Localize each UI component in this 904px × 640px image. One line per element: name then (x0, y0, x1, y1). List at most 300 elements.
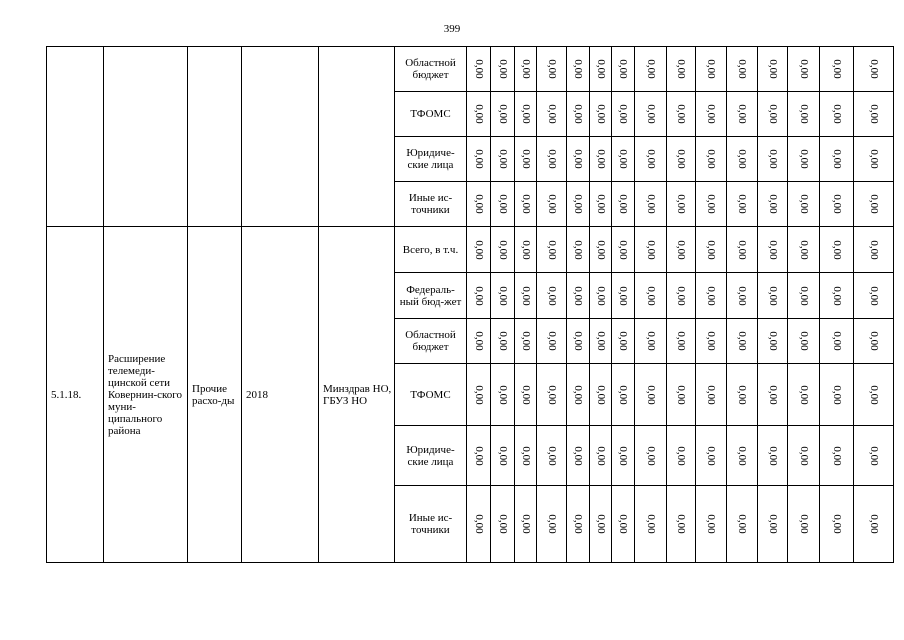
value-cell (567, 137, 590, 182)
value-text: 0,00 (867, 149, 880, 169)
value-text: 0,00 (472, 331, 485, 351)
value-text: 0,00 (496, 194, 509, 214)
funding-source-cell: Иные ис-точники (395, 182, 467, 227)
value-cell (537, 486, 567, 563)
value-text: 0,00 (675, 59, 687, 79)
value-cell (590, 319, 612, 364)
value-cell (590, 137, 612, 182)
value-text: 0,00 (594, 445, 607, 466)
value-text: 0,00 (572, 104, 584, 124)
value-text: 0,00 (766, 384, 779, 405)
value-text: 0,00 (867, 194, 880, 214)
value-cell (567, 182, 590, 227)
value-text: 0,00 (867, 285, 880, 306)
value-text: 0,00 (766, 514, 779, 534)
value-cell (854, 227, 894, 273)
value-cell (667, 92, 696, 137)
value-cell (667, 227, 696, 273)
value-text: 0,00 (705, 104, 717, 124)
value-text: 0,00 (736, 331, 748, 351)
value-cell (515, 319, 537, 364)
value-cell (635, 273, 667, 319)
value-text: 0,00 (705, 149, 717, 169)
value-cell (515, 273, 537, 319)
funding-source-cell: Областной бюджет (395, 47, 467, 92)
value-text: 0,00 (675, 514, 687, 534)
value-text: 0,00 (766, 285, 779, 306)
value-text: 0,00 (617, 384, 629, 405)
value-text: 0,00 (496, 239, 509, 260)
value-cell (758, 426, 788, 486)
value-text: 0,00 (519, 331, 532, 351)
value-cell (820, 92, 854, 137)
value-cell (467, 319, 491, 364)
value-text: 0,00 (867, 445, 880, 466)
value-cell (667, 364, 696, 426)
value-cell (758, 137, 788, 182)
value-text: 0,00 (617, 445, 629, 466)
value-text: 0,00 (594, 104, 607, 124)
value-text: 0,00 (766, 445, 779, 466)
value-cell (788, 319, 820, 364)
value-text: 0,00 (736, 514, 748, 534)
value-text: 0,00 (545, 194, 558, 214)
value-text: 0,00 (572, 514, 584, 534)
value-cell (854, 319, 894, 364)
value-text: 0,00 (766, 59, 779, 79)
value-cell (590, 92, 612, 137)
value-cell (696, 92, 727, 137)
value-text: 0,00 (519, 445, 532, 466)
value-text: 0,00 (472, 59, 485, 79)
value-cell (727, 92, 758, 137)
value-cell (590, 227, 612, 273)
value-text: 0,00 (766, 239, 779, 260)
value-text: 0,00 (675, 149, 687, 169)
value-text: 0,00 (736, 384, 748, 405)
value-cell (537, 182, 567, 227)
value-cell (537, 92, 567, 137)
value-cell (612, 92, 635, 137)
value-cell (635, 227, 667, 273)
value-cell (667, 273, 696, 319)
value-cell (537, 426, 567, 486)
value-cell (491, 92, 515, 137)
value-cell (696, 182, 727, 227)
value-text: 0,00 (797, 59, 810, 79)
value-cell (820, 137, 854, 182)
value-text: 0,00 (572, 149, 584, 169)
value-text: 0,00 (472, 285, 485, 306)
value-text: 0,00 (545, 104, 558, 124)
value-text: 0,00 (644, 59, 657, 79)
value-cell (758, 486, 788, 563)
value-cell (696, 426, 727, 486)
value-cell (758, 273, 788, 319)
value-text: 0,00 (736, 59, 748, 79)
value-text: 0,00 (830, 331, 843, 351)
value-cell (635, 426, 667, 486)
page-number: 399 (443, 23, 461, 35)
table-row (47, 47, 894, 92)
value-text: 0,00 (572, 59, 584, 79)
value-cell (515, 137, 537, 182)
value-cell (788, 273, 820, 319)
value-cell (758, 319, 788, 364)
value-text: 0,00 (545, 331, 558, 351)
value-cell (467, 227, 491, 273)
value-text: 0,00 (797, 104, 810, 124)
value-text: 0,00 (572, 239, 584, 260)
value-text: 0,00 (830, 59, 843, 79)
value-text: 0,00 (736, 285, 748, 306)
value-cell (635, 182, 667, 227)
value-text: 0,00 (644, 514, 657, 534)
value-text: 0,00 (496, 149, 509, 169)
value-text: 0,00 (519, 59, 532, 79)
expense-type-cell: Прочие расхо-ды (188, 227, 242, 563)
value-cell (696, 47, 727, 92)
value-cell (491, 486, 515, 563)
value-text: 0,00 (472, 104, 485, 124)
value-cell (854, 426, 894, 486)
value-cell (696, 273, 727, 319)
value-text: 0,00 (644, 104, 657, 124)
value-cell (788, 486, 820, 563)
value-cell (612, 273, 635, 319)
value-text: 0,00 (572, 194, 584, 214)
value-text: 0,00 (472, 149, 485, 169)
value-text: 0,00 (545, 445, 558, 466)
value-cell (696, 137, 727, 182)
value-cell (491, 319, 515, 364)
value-text: 0,00 (496, 104, 509, 124)
value-cell (567, 426, 590, 486)
value-cell (515, 364, 537, 426)
value-text: 0,00 (496, 59, 509, 79)
value-text: 0,00 (766, 194, 779, 214)
funding-source-cell: Юридиче-ские лица (395, 426, 467, 486)
value-cell (612, 227, 635, 273)
value-text: 0,00 (594, 384, 607, 405)
value-cell (696, 364, 727, 426)
value-cell (567, 364, 590, 426)
value-text: 0,00 (705, 285, 717, 306)
value-cell (854, 486, 894, 563)
value-text: 0,00 (496, 445, 509, 466)
value-cell (590, 364, 612, 426)
value-cell (727, 486, 758, 563)
value-cell (635, 319, 667, 364)
value-text: 0,00 (830, 445, 843, 466)
value-text: 0,00 (496, 384, 509, 405)
value-cell (467, 486, 491, 563)
value-cell (537, 273, 567, 319)
value-text: 0,00 (545, 239, 558, 260)
value-cell (612, 426, 635, 486)
value-text: 0,00 (572, 331, 584, 351)
year-cell: 2018 (242, 227, 319, 563)
value-text: 0,00 (797, 331, 810, 351)
value-cell (537, 47, 567, 92)
value-text: 0,00 (797, 194, 810, 214)
value-cell (667, 319, 696, 364)
value-text: 0,00 (766, 331, 779, 351)
value-text: 0,00 (519, 149, 532, 169)
value-text: 0,00 (594, 59, 607, 79)
value-cell (590, 486, 612, 563)
value-cell (612, 319, 635, 364)
value-cell (567, 486, 590, 563)
value-text: 0,00 (545, 384, 558, 405)
value-cell (491, 47, 515, 92)
value-cell (467, 273, 491, 319)
value-cell (820, 319, 854, 364)
value-cell (788, 47, 820, 92)
funding-source-cell: Всего, в т.ч. (395, 227, 467, 273)
value-cell (515, 426, 537, 486)
value-text: 0,00 (472, 194, 485, 214)
value-cell (537, 319, 567, 364)
value-cell (758, 92, 788, 137)
value-cell (467, 47, 491, 92)
value-text: 0,00 (867, 59, 880, 79)
value-text: 0,00 (736, 445, 748, 466)
value-text: 0,00 (617, 239, 629, 260)
value-cell (820, 227, 854, 273)
value-cell (491, 364, 515, 426)
value-text: 0,00 (867, 104, 880, 124)
value-text: 0,00 (617, 104, 629, 124)
value-text: 0,00 (705, 194, 717, 214)
value-text: 0,00 (617, 285, 629, 306)
value-cell (758, 182, 788, 227)
value-text: 0,00 (675, 104, 687, 124)
value-cell (788, 92, 820, 137)
value-cell (590, 47, 612, 92)
value-text: 0,00 (545, 285, 558, 306)
value-text: 0,00 (705, 514, 717, 534)
value-cell (696, 486, 727, 563)
value-text: 0,00 (736, 194, 748, 214)
value-cell (667, 426, 696, 486)
value-cell (820, 486, 854, 563)
value-text: 0,00 (594, 514, 607, 534)
item-name-cell (104, 47, 188, 227)
funding-source-cell: ТФОМС (395, 92, 467, 137)
value-text: 0,00 (594, 331, 607, 351)
budget-table (46, 46, 894, 563)
value-cell (515, 227, 537, 273)
value-text: 0,00 (519, 384, 532, 405)
executor-cell: Минздрав НО, ГБУЗ НО (319, 227, 395, 563)
value-cell (696, 319, 727, 364)
value-text: 0,00 (675, 384, 687, 405)
value-cell (612, 486, 635, 563)
funding-source-cell: Иные ис-точники (395, 486, 467, 563)
value-text: 0,00 (797, 239, 810, 260)
value-cell (667, 182, 696, 227)
value-text: 0,00 (472, 384, 485, 405)
value-text: 0,00 (867, 384, 880, 405)
value-text: 0,00 (496, 285, 509, 306)
value-cell (727, 182, 758, 227)
value-cell (820, 273, 854, 319)
value-text: 0,00 (675, 285, 687, 306)
expense-type-cell (188, 47, 242, 227)
value-text: 0,00 (496, 331, 509, 351)
value-text: 0,00 (644, 285, 657, 306)
value-text: 0,00 (830, 194, 843, 214)
value-cell (727, 364, 758, 426)
value-cell (667, 47, 696, 92)
value-cell (491, 227, 515, 273)
value-cell (515, 486, 537, 563)
value-text: 0,00 (594, 285, 607, 306)
value-cell (854, 92, 894, 137)
value-text: 0,00 (736, 239, 748, 260)
value-text: 0,00 (705, 331, 717, 351)
value-text: 0,00 (519, 104, 532, 124)
value-text: 0,00 (830, 104, 843, 124)
value-cell (467, 92, 491, 137)
value-text: 0,00 (705, 445, 717, 466)
value-cell (537, 137, 567, 182)
value-text: 0,00 (830, 285, 843, 306)
table-body (47, 47, 894, 563)
value-text: 0,00 (797, 285, 810, 306)
value-cell (590, 273, 612, 319)
value-text: 0,00 (472, 514, 485, 534)
value-text: 0,00 (617, 514, 629, 534)
value-cell (467, 426, 491, 486)
value-text: 0,00 (644, 239, 657, 260)
value-text: 0,00 (472, 445, 485, 466)
value-cell (567, 227, 590, 273)
value-text: 0,00 (617, 149, 629, 169)
value-cell (820, 182, 854, 227)
value-cell (515, 47, 537, 92)
value-text: 0,00 (644, 445, 657, 466)
value-text: 0,00 (496, 514, 509, 534)
value-cell (820, 426, 854, 486)
value-cell (491, 426, 515, 486)
year-cell (242, 47, 319, 227)
value-cell (854, 364, 894, 426)
value-text: 0,00 (545, 149, 558, 169)
value-text: 0,00 (867, 239, 880, 260)
funding-source-cell: Федераль-ный бюд-жет (395, 273, 467, 319)
value-cell (788, 137, 820, 182)
value-cell (758, 364, 788, 426)
value-cell (727, 47, 758, 92)
value-text: 0,00 (545, 59, 558, 79)
value-text: 0,00 (830, 239, 843, 260)
value-text: 0,00 (705, 384, 717, 405)
value-text: 0,00 (519, 285, 532, 306)
value-text: 0,00 (867, 514, 880, 534)
value-text: 0,00 (594, 239, 607, 260)
value-text: 0,00 (644, 194, 657, 214)
value-cell (612, 364, 635, 426)
value-text: 0,00 (766, 104, 779, 124)
value-text: 0,00 (797, 514, 810, 534)
value-cell (467, 182, 491, 227)
value-text: 0,00 (766, 149, 779, 169)
funding-source-cell: Юридиче-ские лица (395, 137, 467, 182)
value-cell (567, 319, 590, 364)
value-cell (567, 273, 590, 319)
item-number-cell (47, 47, 104, 227)
value-cell (515, 92, 537, 137)
value-cell (788, 182, 820, 227)
table-row (47, 227, 894, 273)
value-text: 0,00 (705, 59, 717, 79)
value-cell (590, 426, 612, 486)
value-cell (635, 364, 667, 426)
value-cell (612, 137, 635, 182)
value-cell (635, 486, 667, 563)
value-cell (820, 47, 854, 92)
value-text: 0,00 (545, 514, 558, 534)
executor-cell (319, 47, 395, 227)
value-text: 0,00 (572, 384, 584, 405)
value-cell (788, 426, 820, 486)
value-cell (491, 137, 515, 182)
value-text: 0,00 (617, 331, 629, 351)
value-cell (667, 486, 696, 563)
value-text: 0,00 (644, 149, 657, 169)
value-cell (635, 137, 667, 182)
value-cell (854, 182, 894, 227)
value-cell (590, 182, 612, 227)
value-text: 0,00 (797, 149, 810, 169)
value-cell (788, 227, 820, 273)
value-cell (567, 92, 590, 137)
value-text: 0,00 (736, 104, 748, 124)
value-cell (758, 47, 788, 92)
value-cell (491, 273, 515, 319)
funding-source-cell: ТФОМС (395, 364, 467, 426)
value-text: 0,00 (472, 239, 485, 260)
value-cell (854, 137, 894, 182)
value-cell (696, 227, 727, 273)
value-cell (667, 137, 696, 182)
value-text: 0,00 (736, 149, 748, 169)
value-cell (727, 319, 758, 364)
value-text: 0,00 (830, 149, 843, 169)
value-text: 0,00 (519, 194, 532, 214)
value-cell (537, 364, 567, 426)
value-cell (515, 182, 537, 227)
value-text: 0,00 (830, 514, 843, 534)
value-cell (854, 47, 894, 92)
value-text: 0,00 (675, 445, 687, 466)
value-cell (854, 273, 894, 319)
item-number-cell: 5.1.18. (47, 227, 104, 563)
value-cell (612, 182, 635, 227)
value-text: 0,00 (594, 194, 607, 214)
value-text: 0,00 (797, 445, 810, 466)
value-text: 0,00 (675, 239, 687, 260)
value-text: 0,00 (675, 194, 687, 214)
value-cell (727, 426, 758, 486)
value-text: 0,00 (617, 194, 629, 214)
value-text: 0,00 (572, 285, 584, 306)
value-cell (491, 182, 515, 227)
value-text: 0,00 (572, 445, 584, 466)
value-text: 0,00 (617, 59, 629, 79)
